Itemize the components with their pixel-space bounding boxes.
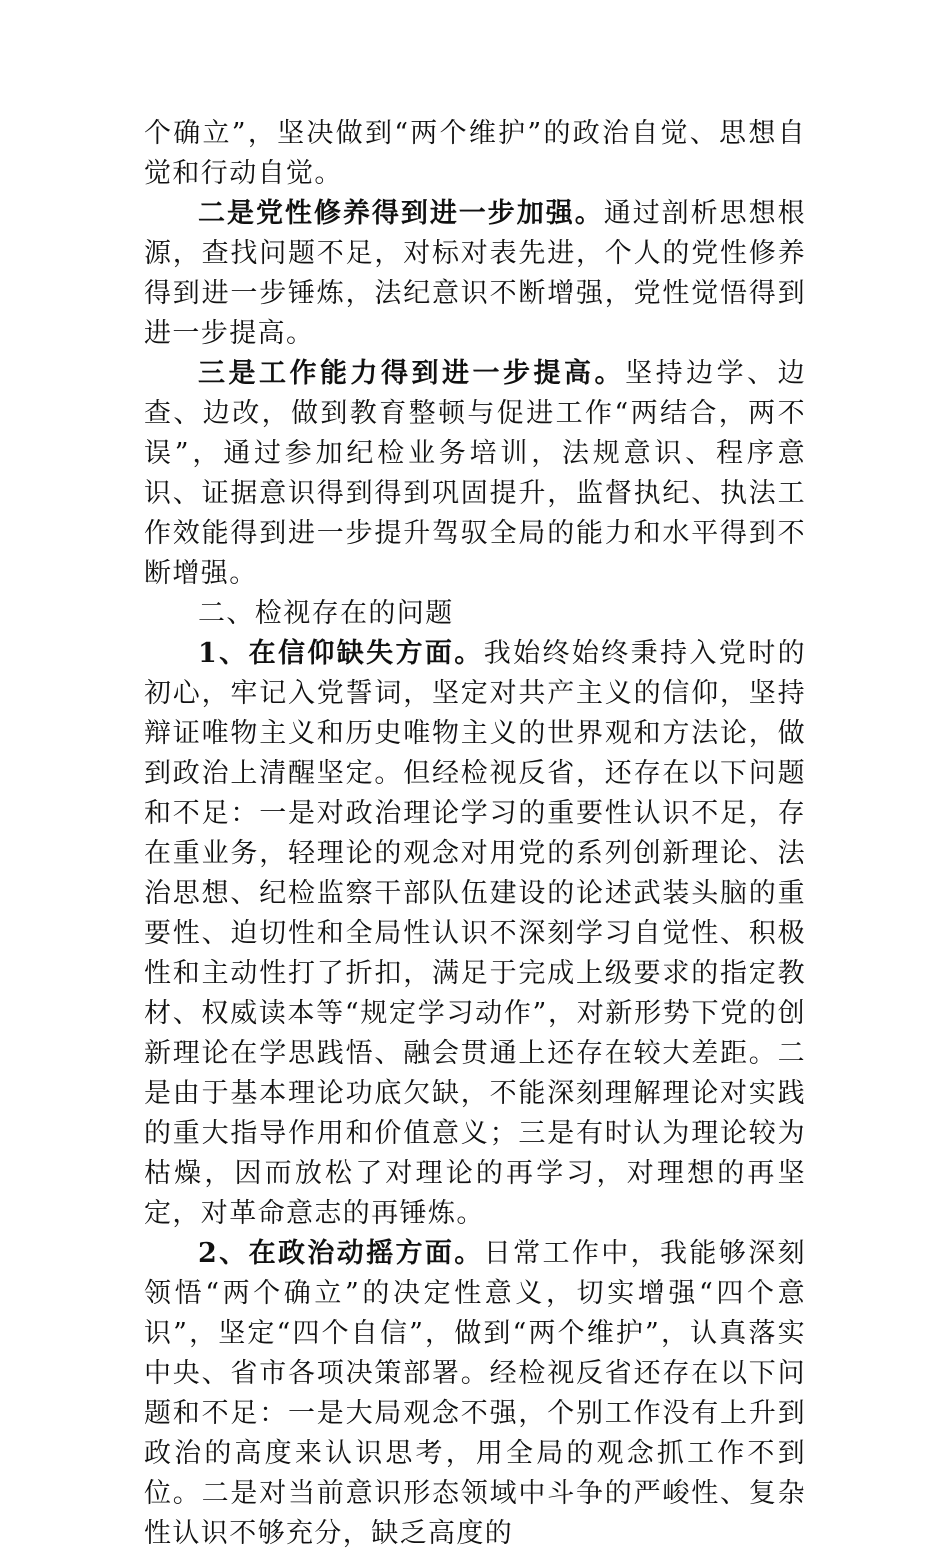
paragraph-continuation <box>144 114 806 194</box>
paragraph-text: 我始终始终秉持入党时的初心，牢记入党誓词，坚定对共产主义的信仰，坚持辩证唯物主义和历史唯物主义的世界观和方法论，做到政治上清醒坚定。但经检视反省，还存在以下问题和不足：一是对政治理论学习的重要性认识不足，存在重业务，轻理论的观念对用党的系列创新理论、法治思想、纪检监察干部队伍建设的论述武装头脑的重要性、迫切性和全局性认识不深刻学习自觉性、积极性和主动性打了折扣，满足于完成上级要求的指定教材、权威读本等“规定学习动作”，对新形势下党的创新理论在学思践悟、融会贯通上还存在较大差距。二是由于基本理论功底欠缺，不能深刻理解理论对实践的重大指导作用和价值意义；三是有时认为理论较为枯燥，因而放松了对理论的再学习，对理想的再坚定，对革命意志的再锤炼。 <box>144 638 806 1229</box>
paragraph-text: 日常工作中，我能够深刻领悟“两个确立”的决定性意义，切实增强“四个意识”，坚定“四个自信”，做到“两个维护”，认真落实中央、省市各项决策部署。经检视反省还存在以下问题和不足：一是大局观念不强，个别工作没有上升到政治的高度来认识思考，用全局的观念抓工作不到位。二是对当前意识形态领域中斗争的严峻性、复杂性认识不够充分，缺乏高度的 <box>144 1238 806 1549</box>
paragraph-political <box>144 1234 806 1554</box>
paragraph-text: 坚持边学、边查、边改，做到教育整顿与促进工作“两结合，两不误”，通过参加纪检业务培训，法规意识、程序意识、证据意识得到得到巩固提升，监督执纪、执法工作效能得到进一步提升驾驭全局的能力和水平得到不断增强。 <box>144 358 806 589</box>
paragraph-text: 个确立”，坚决做到“两个维护”的政治自觉、思想自觉和行动自觉。 <box>144 118 806 189</box>
paragraph-party-cultivation <box>144 194 806 354</box>
paragraph-lead: 2、在政治动摇方面。 <box>198 1238 484 1269</box>
section-heading-text: 二、检视存在的问题 <box>198 598 454 629</box>
paragraph-work-ability <box>144 354 806 594</box>
paragraph-lead: 二是党性修养得到进一步加强。 <box>198 198 604 229</box>
paragraph-belief <box>144 634 806 1234</box>
document-body <box>144 114 806 1554</box>
paragraph-lead: 1、在信仰缺失方面。 <box>198 638 484 669</box>
section-heading <box>144 594 806 634</box>
paragraph-text: 通过剖析思想根源，查找问题不足，对标对表先进，个人的党性修养得到进一步锤炼，法纪意识不断增强，党性觉悟得到进一步提高。 <box>144 198 806 349</box>
paragraph-lead: 三是工作能力得到进一步提高。 <box>198 358 626 389</box>
